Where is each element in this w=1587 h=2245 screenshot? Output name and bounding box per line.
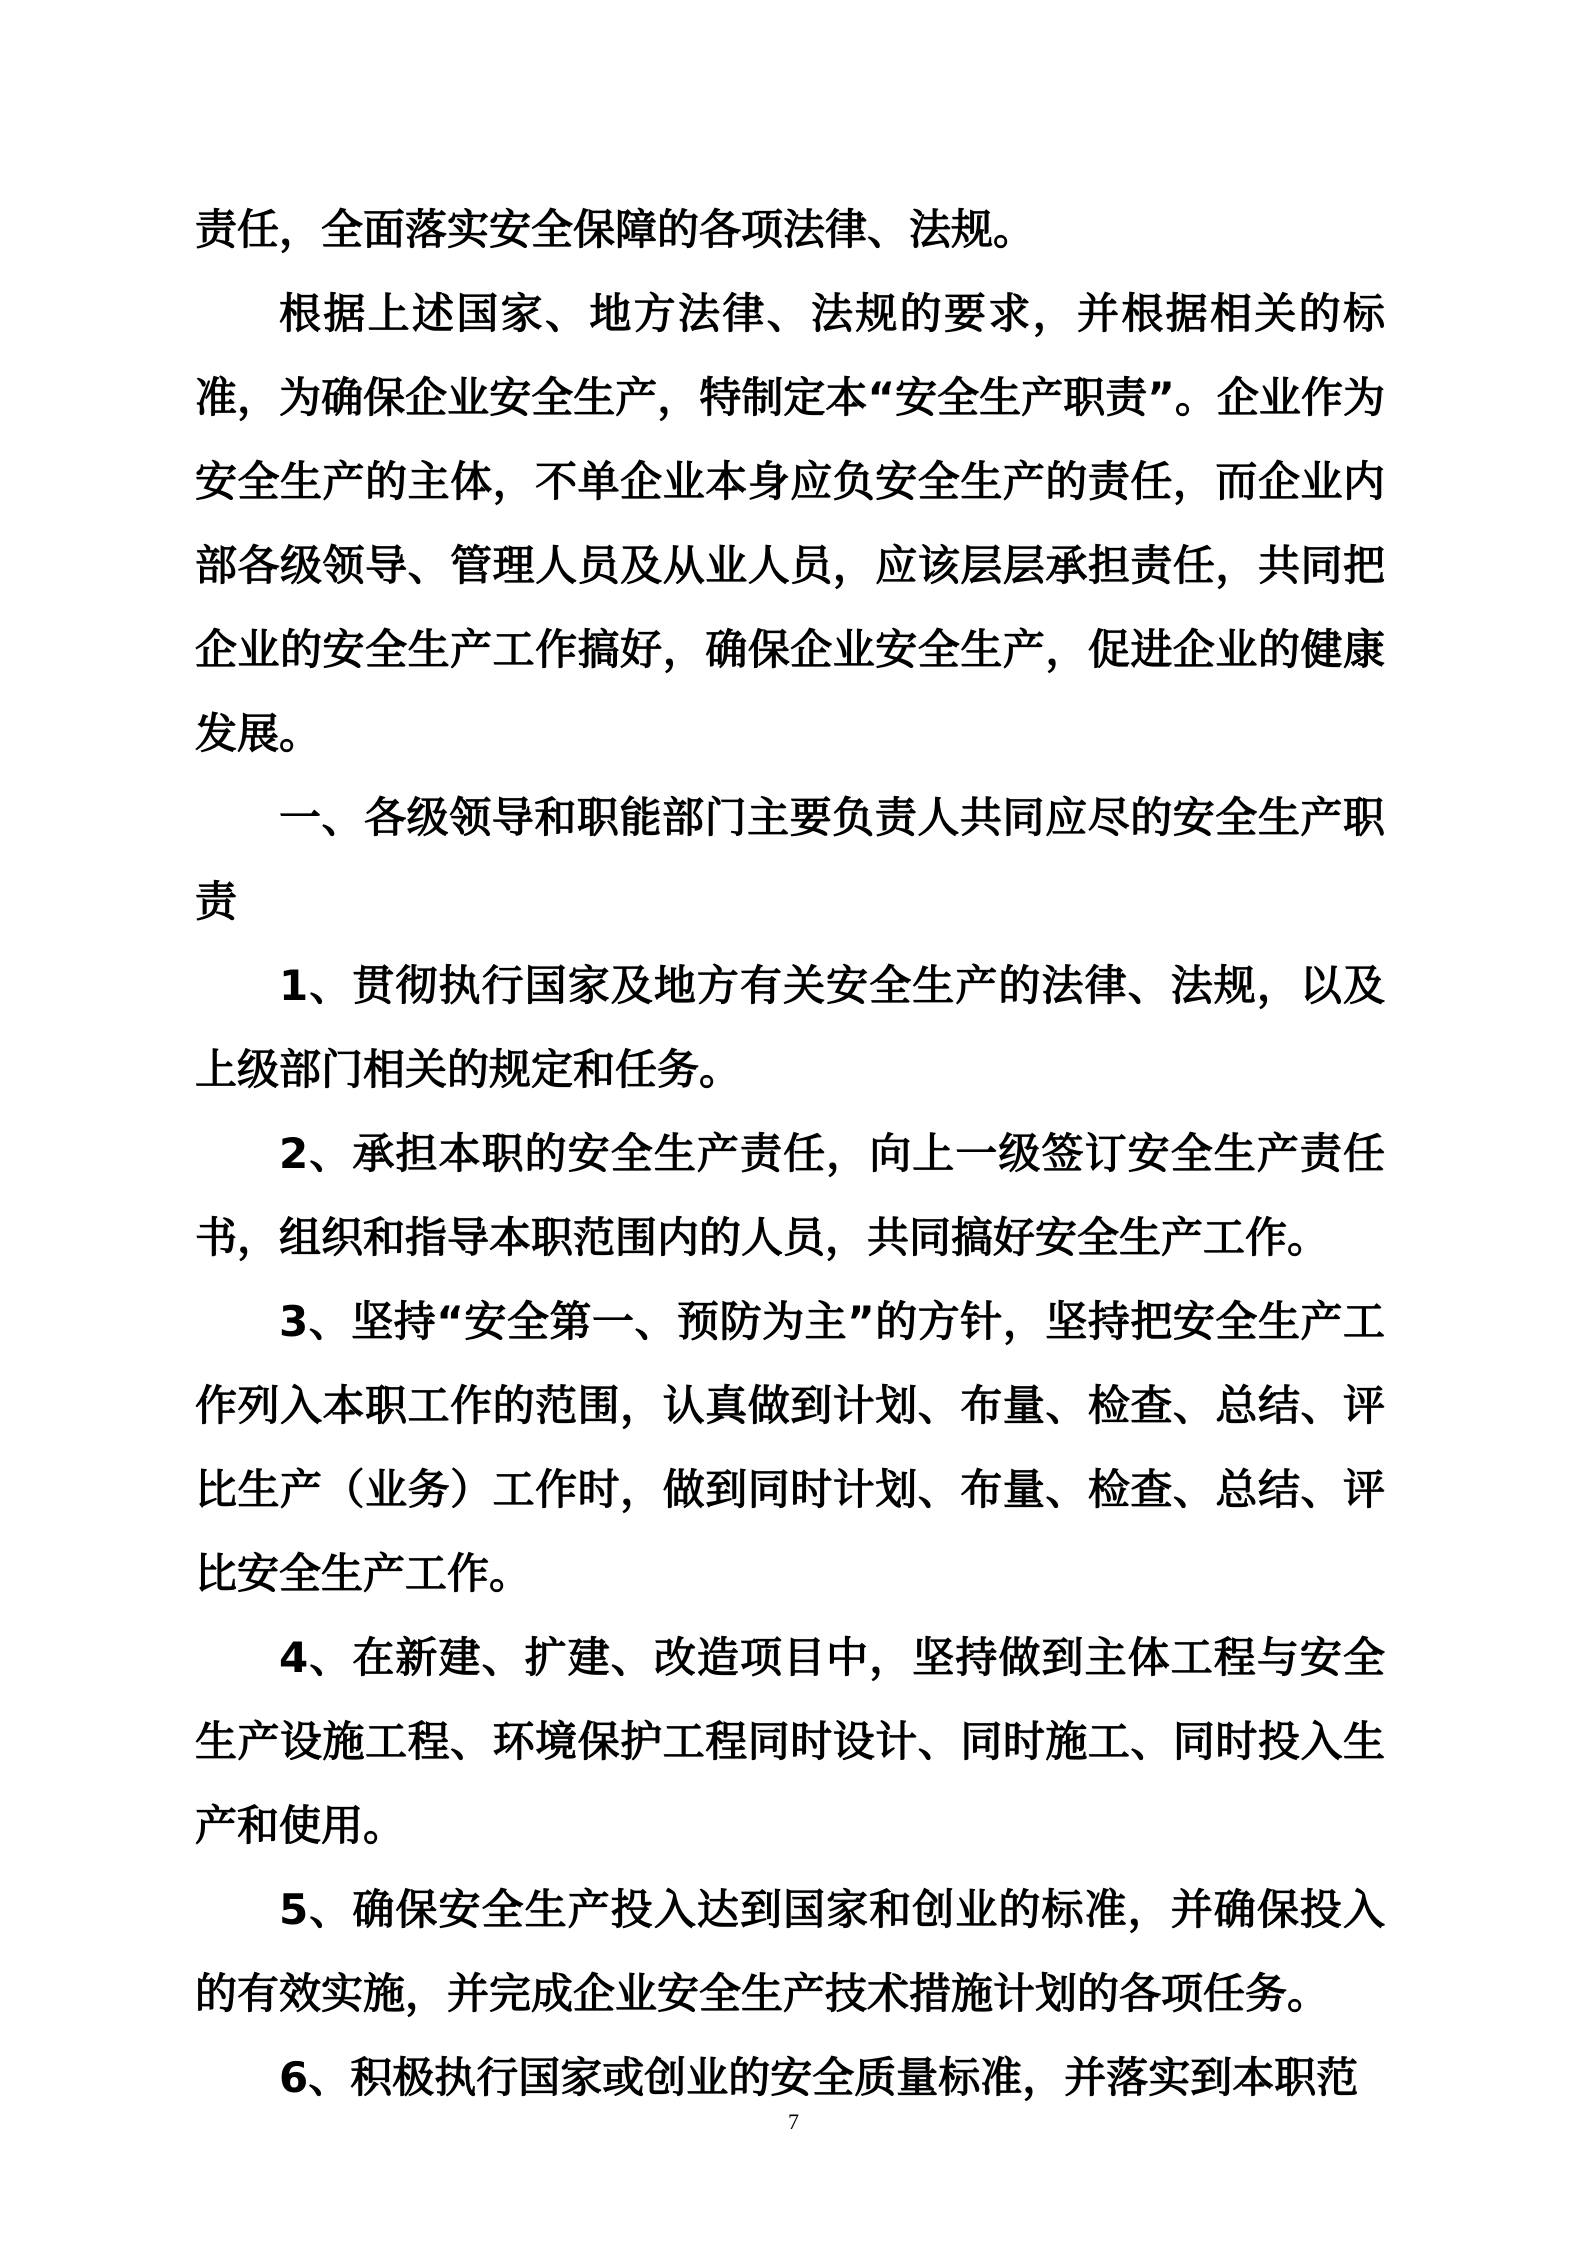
list-item: 4、在新建、扩建、改造项目中，坚持做到主体工程与安全生产设施工程、环境保护工程同时设计、同时施工、同时投入生产和使用。 [195, 1633, 1385, 1850]
paragraph-introduction: 根据上述国家、地方法律、法规的要求，并根据相关的标准，为确保企业安全生产，特制定本“安全生产职责”。企业作为安全生产的主体，不单企业本身应负安全生产的责任，而企业内部各级领导、管理人员及从业人员，应该层层承担责任，共同把企业的安全生产工作搞好，确保企业安全生产，促进企业的健康发展。 [195, 289, 1385, 758]
list-item: 6、积极执行国家或创业的安全质量标准，并落实到本职范 [279, 2053, 1359, 2102]
list-item: 2、承担本职的安全生产责任，向上一级签订安全生产责任书，组织和指导本职范围内的人员，共同搞好安全生产工作。 [195, 1129, 1385, 1262]
paragraph-continuation: 责任，全面落实安全保障的各项法律、法规。 [195, 205, 1036, 254]
section-heading: 一、各级领导和职能部门主要负责人共同应尽的安全生产职责 [195, 793, 1385, 926]
page-number: 7 [788, 2109, 799, 2134]
list-item: 5、确保安全生产投入达到国家和创业的标准，并确保投入的有效实施，并完成企业安全生产技术措施计划的各项任务。 [195, 1885, 1385, 2018]
document-body [195, 188, 1385, 2120]
list-item: 1、贯彻执行国家及地方有关安全生产的法律、法规，以及上级部门相关的规定和任务。 [195, 961, 1385, 1094]
list-item: 3、坚持“安全第一、预防为主”的方针，坚持把安全生产工作列入本职工作的范围，认真做到计划、布量、检查、总结、评比生产（业务）工作时，做到同时计划、布量、检查、总结、评比安全生产工作。 [195, 1297, 1385, 1598]
